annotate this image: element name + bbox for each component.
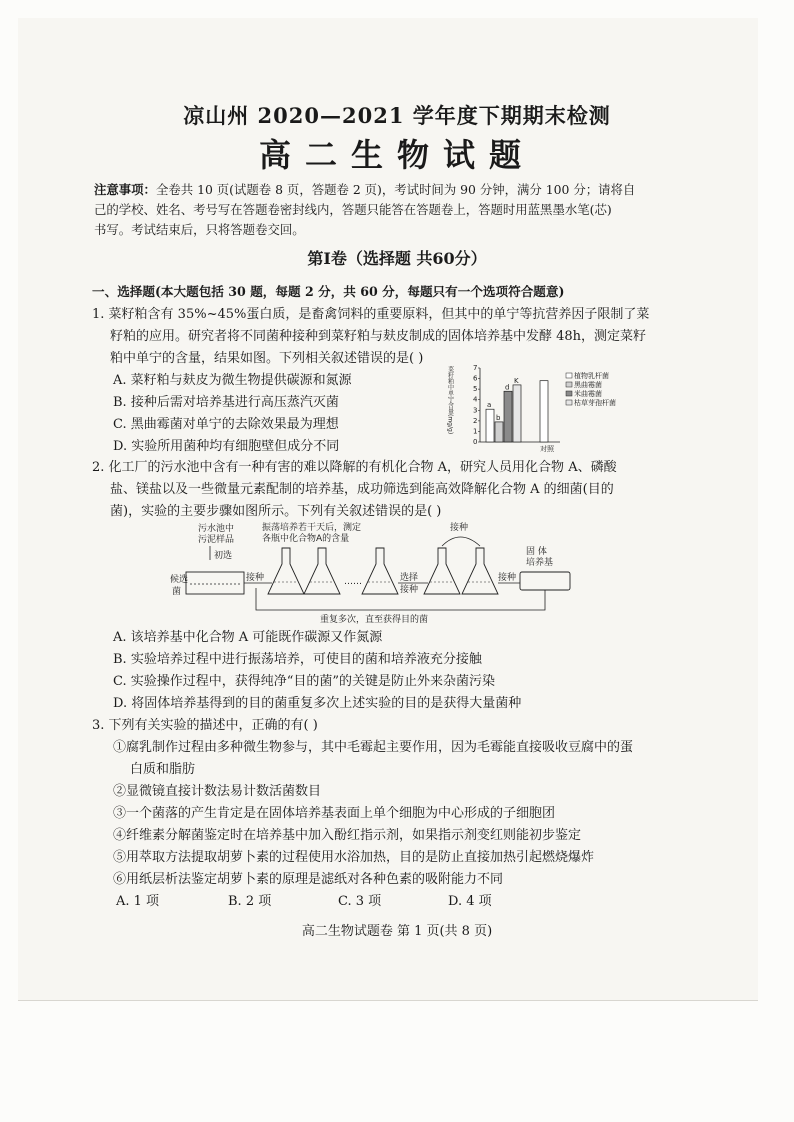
q1-stem-2: 籽粕的应用。研究者将不同菌种接种到菜籽粕与麸皮制成的固体培养基中发酵 48h，测定菜籽 <box>110 329 647 344</box>
q1-stem-1: 1. 菜籽粕含有 35%~45%蛋白质，是畜禽饲料的重要原料，但其中的单宁等抗营养因子限制了菜 <box>92 307 650 322</box>
q2-option-a: A. 该培养基中化合物 A 可能既作碳源又作氮源 <box>113 630 383 645</box>
q1-option-a: A. 菜籽粕与麸皮为微生物提供碳源和氮源 <box>113 373 352 388</box>
notice-line-1: 全卷共 10 页(试题卷 8 页，答题卷 2 页)，考试时间为 90 分钟，满分 100 分；请将自 <box>155 182 636 197</box>
notice-line-3: 书写。考试结束后，只将答题卷交回。 <box>94 222 305 237</box>
flask-2 <box>304 548 340 594</box>
legend-swatch <box>566 400 572 405</box>
q1-option-c: C. 黑曲霉菌对单宁的去除效果最为理想 <box>113 417 339 432</box>
q2-stem-3: 菌)，实验的主要步骤如图所示。下列有关叙述错误的是( ) <box>110 504 442 519</box>
q3-item-3: ③一个菌落的产生肯定是在固体培养基表面上单个细胞为中心形成的子细胞团 <box>113 806 556 821</box>
legend-entry: 黑曲霉菌 <box>574 381 602 389</box>
legend-entry: 枯草芽孢杆菌 <box>574 399 616 407</box>
flow-sample-label: 污水池中 <box>198 524 235 534</box>
bar-data-label: d <box>505 383 510 392</box>
q2-option-b: B. 实验培养过程中进行振荡培养，可使目的菌和培养液充分接触 <box>113 652 482 667</box>
flow-filter-label: 初选 <box>214 551 233 561</box>
q2-stem-1: 2. 化工厂的污水池中含有一种有害的难以降解的有机化合物 A，研究人员用化合物 A、磷酸 <box>92 460 617 475</box>
flow-inoculate-top-label: 接种 <box>450 523 469 533</box>
q3-item-1: ①腐乳制作过程由多种微生物参与，其中毛霉起主要作用，因为毛霉能直接吸收豆腐中的蛋 <box>113 740 634 755</box>
q3-stem: 3. 下列有关实验的描述中，正确的有( ) <box>92 718 318 733</box>
y-tick-label: 5 <box>473 385 478 394</box>
flow-note-1: 振荡培养若干天后，测定 <box>262 523 362 533</box>
q3-option-a: A. 1 项 <box>116 894 160 909</box>
flask-3 <box>362 548 398 594</box>
q3-item-2: ②显微镜直接计数法易计数活菌数目 <box>113 784 322 799</box>
y-tick-label: 4 <box>473 395 478 404</box>
q3-item-5: ⑤用萃取方法提取胡萝卜素的过程使用水浴加热，目的是防止直接加热引起燃烧爆炸 <box>113 850 595 865</box>
q3-item-4: ④纤维素分解菌鉴定时在培养基中加入酚红指示剂，如果指示剂变红则能初步鉴定 <box>113 828 582 843</box>
q2-stem-2: 盐、镁盐以及一些微量元素配制的培养基，成功筛选到能高效降解化合物 A 的细菌(目的 <box>110 482 614 497</box>
y-tick-label: 0 <box>473 438 478 446</box>
y-tick-label: 1 <box>473 427 478 436</box>
arrow-top-inoculate <box>442 537 480 546</box>
flow-repeat-label: 重复多次，直至获得目的菌 <box>320 615 429 625</box>
section-title: 第Ⅰ卷（选择题 共60分） <box>307 249 487 268</box>
notice-line-2: 己的学校、姓名、考号写在答题卷密封线内，答题只能答在答题卷上，答题时用蓝黑墨水笔(芯) <box>94 202 612 217</box>
q2-option-c: C. 实验操作过程中，获得纯净“目的菌”的关键是防止外来杂菌污染 <box>113 674 496 689</box>
flow-inoculate-label: 接种 <box>246 573 265 583</box>
flow-dish-label: 候选 <box>170 575 189 585</box>
q3-option-b: B. 2 项 <box>228 894 272 909</box>
chart-ylabel: 菜籽粕中单宁含量(mg/g) <box>446 366 454 435</box>
flow-inoculate-right-label: 接种 <box>498 573 517 583</box>
flow-select-label: 选择 <box>400 573 419 583</box>
page-footer: 高二生物试题卷 第 1 页(共 8 页) <box>301 924 493 939</box>
solid-plate <box>520 572 570 590</box>
y-tick-label: 3 <box>473 406 478 415</box>
q3-item-1-cont: 白质和脂肪 <box>130 762 196 777</box>
flow-sample-label-2: 污泥样品 <box>198 535 235 545</box>
legend-swatch <box>566 373 572 378</box>
q1-stem-3: 粕中单宁的含量，结果如图。下列相关叙述错误的是( ) <box>110 351 424 366</box>
bar <box>504 391 512 442</box>
flask-1 <box>268 548 304 594</box>
bar-data-label: K <box>514 376 519 385</box>
bar-data-label: b <box>496 413 501 422</box>
flask-5 <box>462 548 498 594</box>
notice-block <box>94 180 730 240</box>
y-tick-label: 7 <box>473 364 478 372</box>
flow-dish-label-2: 菌 <box>172 587 182 597</box>
selection-dish <box>186 572 244 594</box>
tannin-bar-chart <box>448 360 648 460</box>
screening-flow-diagram <box>170 520 580 625</box>
flow-solid-label: 固 体 <box>526 547 547 557</box>
x-label-control: 对照 <box>540 445 554 453</box>
legend-swatch <box>566 382 572 387</box>
flask-4 <box>424 548 460 594</box>
q3-option-d: D. 4 项 <box>448 894 492 909</box>
legend-entry: 植物乳杆菌 <box>574 372 609 380</box>
flow-note-2: 各瓶中化合物A的含量 <box>262 534 350 544</box>
bar <box>540 381 548 442</box>
bar <box>495 422 503 442</box>
flow-dots: …… <box>344 577 362 587</box>
page-edge <box>18 1000 758 1001</box>
q1-option-d: D. 实验所用菌种均有细胞壁但成分不同 <box>113 439 340 454</box>
q2-option-d: D. 将固体培养基得到的目的菌重复多次上述实验的目的是获得大量菌种 <box>113 696 522 711</box>
bar-data-label: a <box>487 401 492 410</box>
flow-select-label-2: 接种 <box>400 585 419 595</box>
bar <box>513 385 521 442</box>
y-tick-label: 2 <box>473 416 478 425</box>
y-tick-label: 6 <box>473 374 478 383</box>
notice-label: 注意事项： <box>94 182 156 197</box>
flow-solid-label-2: 培养基 <box>526 558 554 568</box>
bar <box>486 409 494 442</box>
legend-swatch <box>566 391 572 396</box>
q3-item-6: ⑥用纸层析法鉴定胡萝卜素的原理是滤纸对各种色素的吸附能力不同 <box>113 872 504 887</box>
legend-entry: 米曲霉菌 <box>574 390 602 398</box>
subject-title: 高二生物试题 <box>258 136 535 174</box>
q3-option-c: C. 3 项 <box>338 894 382 909</box>
q1-option-b: B. 接种后需对培养基进行高压蒸汽灭菌 <box>113 395 339 410</box>
part-heading: 一、选择题(本大题包括 30 题，每题 2 分，共 60 分，每题只有一个选项符合题意) <box>92 284 565 299</box>
exam-title: 凉山州 2020—2021 学年度下期期末检测 <box>183 103 611 128</box>
